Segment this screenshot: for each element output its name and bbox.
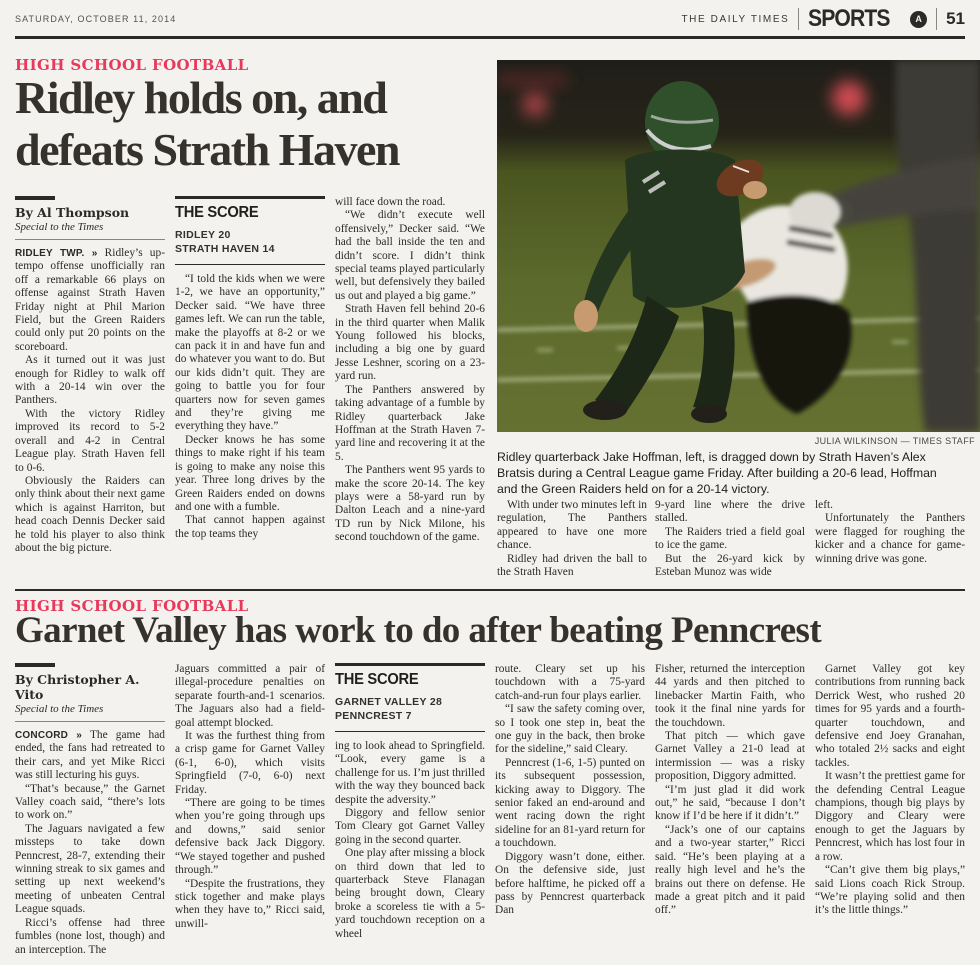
page-header-right xyxy=(681,6,965,32)
article2-column-1 xyxy=(15,663,165,961)
byline-rule xyxy=(15,663,55,667)
paragraph: It wasn’t the prettiest game for the defending Central League champions, though big plays by Diggory and Cleary were enough to get the Jaguars by Penncrest, which has lost four in a row. xyxy=(815,770,965,863)
paragraph: Ridley had driven the ball to the Strath Haven xyxy=(497,552,647,579)
scorebox-title: THE SCORE xyxy=(335,671,419,688)
article1-kicker: HIGH SCHOOL FOOTBALL xyxy=(15,56,249,74)
scorebox-line: PENNCREST 7 xyxy=(335,710,412,722)
paragraph: The Jaguars navigated a few missteps to take down Penncrest, 28-7, extending their winning streak to six games and setting up next weekend’s meeting of unbeaten Central League squads. xyxy=(15,822,165,916)
header-rule xyxy=(15,36,965,39)
paragraph: Diggory and fellow senior Tom Cleary got Garnet Valley going in the second quarter. xyxy=(335,807,485,846)
article1-column-2 xyxy=(175,196,325,588)
paragraph: “I told the kids when we were 1-2, we have an opportunity,” Decker said. “We have three games left. We can run the table, make the playoffs at 8-2 or we can pack it in and have fun and do whatever you want to do. But our kids didn’t quit. They are going to battle you for four quarters now for seven games and they’re giving me everything they have.” xyxy=(175,273,325,433)
paragraph: “We didn’t execute well offensively,” Decker said. “We had the ball inside the ten and didn’t score. I didn’t think special teams played particularly well, but defensively they bailed us out and played a big game.” xyxy=(335,209,485,302)
paragraph: But the 26-yard kick by Esteban Munoz was wide xyxy=(655,552,805,579)
paragraph: route. Cleary set up his touchdown with a 75-yard catch-and-run four plays earlier. xyxy=(495,663,645,702)
article2-dateline: CONCORD » xyxy=(15,730,83,741)
article1-scorebox xyxy=(175,196,325,265)
paragraph: The Panthers answered by taking advantage of a fumble by Ridley quarterback Jake Hoffman at the Strath Haven 7-yard line and recovering it at the 5. xyxy=(335,383,485,463)
article1-byline-sub: Special to the Times xyxy=(15,221,104,233)
article2-column-6 xyxy=(815,663,965,961)
section-title: SPORTS xyxy=(808,5,890,32)
article1-column-1 xyxy=(15,196,165,588)
paragraph: “That’s because,” the Garnet Valley coach said, “there’s lots to work on.” xyxy=(15,782,165,822)
paragraph: left. xyxy=(815,499,834,511)
article1-column-3 xyxy=(335,196,485,588)
paragraph: “I’m just glad it did work out,” he said, “because I don’t know if I’d be here if it didn’t.” xyxy=(655,783,805,823)
paragraph: 9-yard line where the drive stalled. xyxy=(655,499,805,525)
byline-divider xyxy=(15,239,165,240)
header-divider xyxy=(798,8,799,30)
paragraph: Ricci’s offense had three fumbles (none lost, though) and an interception. The xyxy=(15,916,165,956)
paragraph: Jaguars committed a pair of illegal-procedure penalties on separate fourth-and-1 scenarios. The Jaguars also had a field-goal attempt blocked. xyxy=(175,663,325,729)
page-number: 51 xyxy=(946,9,965,28)
article-separator xyxy=(15,589,965,591)
paragraph: That cannot happen against the top teams they xyxy=(175,514,325,540)
paragraph: Unfortunately the Panthers were flagged for roughing the kicker and a chance for game-winning drive was gone. xyxy=(815,512,965,565)
section-a-badge-icon: A xyxy=(910,11,927,28)
article2-column-3 xyxy=(335,663,485,961)
paragraph: It was the furthest thing from a crisp game for Garnet Valley (6-1, 6-0), which visits Springfield (7-0, 6-0) next Friday. xyxy=(175,730,325,796)
paragraph: Strath Haven fell behind 20-6 in the third quarter when Malik Young followed his blocks, including a big one by guard Jesse Leshner, scoring on a 23-yard run. xyxy=(335,303,485,383)
header-divider xyxy=(936,8,937,30)
article2-column-2 xyxy=(175,663,325,961)
paragraph xyxy=(15,729,165,783)
paragraph: “There are going to be times when you’re going through ups and downs,” said senior defensive back Jack Diggory. “We stayed together and pushed through.” xyxy=(175,797,325,877)
masthead: THE DAILY TIMES xyxy=(681,13,790,25)
article1-column-4 xyxy=(497,499,647,587)
article1-headline: Ridley holds on, and defeats Strath Haven xyxy=(15,72,399,175)
byline-rule xyxy=(15,196,55,200)
scorebox-line: GARNET VALLEY 28 xyxy=(335,696,443,708)
paragraph: will face down the road. xyxy=(335,196,446,208)
article2-byline-sub: Special to the Times xyxy=(15,703,104,715)
football-photo-illustration xyxy=(497,60,980,432)
article2-headline: Garnet Valley has work to do after beating Penncrest xyxy=(15,610,822,651)
paragraph: One play after missing a block on third down that led to quarterback Steve Flanagan being brought down, Cleary broke a scoreless tie with a 5-yard touchdown reception on a wheel xyxy=(335,847,485,940)
paragraph: That pitch — which gave Garnet Valley a 21-0 lead at intermission — was a risky proposition, Diggory admitted. xyxy=(655,730,805,783)
scorebox-title: THE SCORE xyxy=(175,204,259,221)
paragraph xyxy=(15,247,165,354)
paragraph: Penncrest (1-6, 1-5) punted on its subsequent possession, kicking away to Diggory. The senior faked an end-around and went racing down the right sideline for an 81-yard return for a touchdown. xyxy=(495,756,645,850)
paragraph: The Panthers went 95 yards to make the score 20-14. The key plays were a 58-yard run by Dalton Leach and a nine-yard TD run by Nick Milone, his second touchdown of the game. xyxy=(335,464,485,544)
scorebox-line: RIDLEY 20 xyxy=(175,229,231,241)
article2-column-4 xyxy=(495,663,645,961)
article1-byline: By Al Thompson xyxy=(15,205,130,220)
article2-byline: By Christopher A. Vito xyxy=(15,672,140,702)
paragraph: Diggory wasn’t done, either. On the defensive side, just before halftime, he picked off a pass by Penncrest quarterback Dan xyxy=(495,850,645,917)
article2-lead: The game had ended, the fans had retreated to their cars, and yet Mike Ricci was still lecturing his guys. xyxy=(15,729,165,782)
paragraph: “Despite the frustrations, they stick together and make plays when they have to,” Ricci said, unwill- xyxy=(175,877,325,930)
article1-dateline: RIDLEY TWP. » xyxy=(15,248,98,259)
byline-divider xyxy=(15,721,165,722)
page-date: SATURDAY, OCTOBER 11, 2014 xyxy=(15,14,177,24)
article2-scorebox xyxy=(335,663,485,732)
paragraph: With under two minutes left in regulation, The Panthers appeared to have one more chance. xyxy=(497,499,647,552)
article2-column-5 xyxy=(655,663,805,961)
paragraph: “I saw the safety coming over, so I took one step in, beat the one guy in the back, then broke for the sideline,” said Cleary. xyxy=(495,703,645,756)
paragraph: Obviously the Raiders can only think about their next game which is against Harriton, but head coach Dennis Decker said he told his player to also think about the big picture. xyxy=(15,474,165,554)
article2-kicker: HIGH SCHOOL FOOTBALL xyxy=(15,597,249,615)
paragraph: With the victory Ridley improved its record to 5-2 overall and 4-2 in Central League play. Strath Haven fell to 0-6. xyxy=(15,407,165,474)
paragraph: The Raiders tried a field goal to ice the game. xyxy=(655,525,805,552)
photo-caption: Ridley quarterback Jake Hoffman, left, is dragged down by Strath Haven’s Alex Bratsis during a Central League game Friday. After building a 20-6 lead, Hoffman and the Green Raiders held on for a 20-14 victory. xyxy=(497,450,937,496)
article1-lead: Ridley’s up-tempo offense unofficially ran off a remarkable 66 plays on offense against Strath Haven Friday night at Phil Marion Field, but the Green Raiders could only put 20 points on the scoreboard. xyxy=(15,247,165,353)
paragraph: Garnet Valley got key contributions from running back Derrick West, who rushed 20 times for 95 yards and a fourth-quarter touchdown, and defensive end Joey Granahan, who totaled 2½ sacks and eight tackles. xyxy=(815,663,965,769)
paragraph: As it turned out it was just enough for Ridley to walk off with a 20-14 win over the Panthers. xyxy=(15,354,165,407)
article1-column-5 xyxy=(655,499,805,587)
paragraph: “Can’t give them big plays,” said Lions coach Rick Stroup. “We’re playing solid and then it’s the little things.” xyxy=(815,864,965,917)
article1-photo xyxy=(497,60,980,432)
article1-column-6 xyxy=(815,499,965,587)
paragraph: ing to look ahead to Springfield. “Look, every game is a challenge for us. I’m just thrilled with the way they bounced back despite the adversity.” xyxy=(335,740,485,806)
scorebox-line: STRATH HAVEN 14 xyxy=(175,243,275,255)
paragraph: “Jack’s one of our captains and a two-year starter,” Ricci said. “He’s been playing at a really high level and he’s the brains out there on defense. He made a great pitch and it paid off.” xyxy=(655,823,805,917)
paragraph: Fisher, returned the interception 44 yards and then pitched to linebacker Martin Faith, who took it the final nine yards for the touchdown. xyxy=(655,663,805,729)
paragraph: Decker knows he has some things to make right if his team is going to make any noise this year. Three long drives by the Green Raiders ended on downs and one with a fumble. xyxy=(175,433,325,513)
photo-credit: JULIA WILKINSON — TIMES STAFF xyxy=(814,436,975,446)
